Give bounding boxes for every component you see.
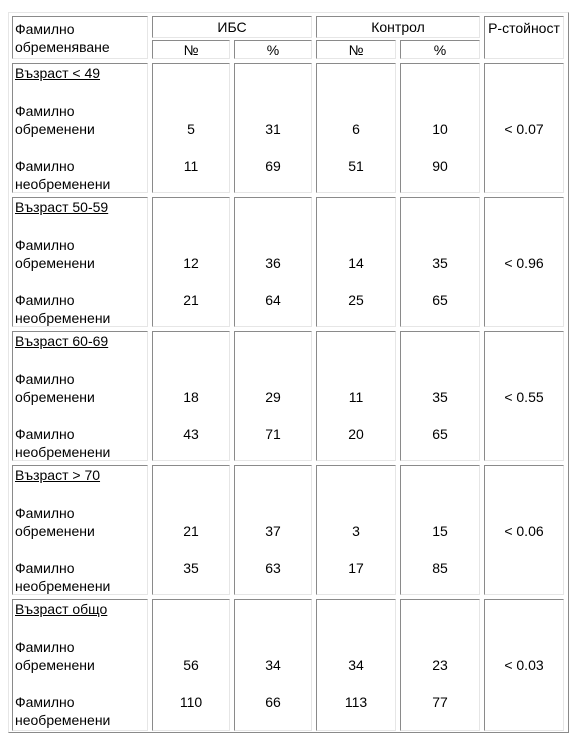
p-value-header: P-стойност [488, 20, 560, 36]
unburdened-label: Фамилно необременени [15, 694, 111, 728]
p-value: < 0.55 [504, 389, 544, 405]
ibs-percent-burdened: 36 [265, 255, 281, 271]
ibs-count-burdened: 5 [187, 121, 195, 137]
age-group-title: Възраст общо [15, 601, 108, 617]
ibs-count-unburdened: 11 [183, 158, 199, 174]
ibs-count-burdened: 56 [183, 657, 199, 673]
ibs-percent-burdened: 34 [265, 657, 281, 673]
ibs-count-burdened: 18 [183, 389, 199, 405]
control-header: Контрол [371, 19, 425, 35]
control-count-burdened: 11 [348, 389, 364, 405]
ibs-count-unburdened: 110 [179, 694, 203, 710]
ibs-count-burdened: 21 [183, 523, 199, 539]
control-percent-unburdened: 65 [432, 292, 448, 308]
age-group-title: Възраст 60-69 [15, 333, 109, 349]
burdened-label: Фамилно обременени [15, 237, 95, 271]
ibs-percent-unburdened: 63 [265, 560, 281, 576]
control-percent-header: % [433, 42, 447, 58]
ibs-count-burdened: 12 [183, 255, 199, 271]
ibs-header: ИБС [217, 19, 247, 35]
burdened-label: Фамилно обременени [15, 639, 95, 673]
control-count-unburdened: 17 [348, 560, 364, 576]
ibs-count-unburdened: 21 [183, 292, 199, 308]
control-percent-unburdened: 85 [432, 560, 448, 576]
control-count-unburdened: 20 [348, 426, 364, 442]
control-percent-burdened: 35 [432, 389, 448, 405]
ibs-number-header: № [183, 42, 199, 58]
ibs-count-unburdened: 43 [183, 426, 199, 442]
burdened-label: Фамилно обременени [15, 103, 95, 137]
control-count-unburdened: 51 [348, 158, 364, 174]
ibs-percent-header: % [266, 42, 280, 58]
ibs-percent-burdened: 31 [265, 121, 281, 137]
p-value: < 0.03 [504, 657, 544, 673]
burdened-label: Фамилно обременени [15, 505, 95, 539]
control-percent-unburdened: 90 [432, 158, 448, 174]
control-percent-burdened: 35 [432, 255, 448, 271]
p-value: < 0.06 [504, 523, 544, 539]
ibs-percent-unburdened: 64 [265, 292, 281, 308]
control-count-burdened: 6 [352, 121, 360, 137]
control-count-burdened: 3 [352, 523, 360, 539]
age-group-title: Възраст > 70 [15, 467, 101, 483]
control-percent-unburdened: 77 [432, 694, 448, 710]
unburdened-label: Фамилно необременени [15, 426, 111, 460]
age-group-title: Възраст 50-59 [15, 199, 109, 215]
unburdened-label: Фамилно необременени [15, 292, 111, 326]
p-value: < 0.07 [504, 121, 544, 137]
age-group-title: Възраст < 49 [15, 65, 101, 81]
ibs-percent-burdened: 29 [265, 389, 281, 405]
control-percent-burdened: 23 [432, 657, 448, 673]
control-percent-unburdened: 65 [432, 426, 448, 442]
control-count-burdened: 34 [348, 657, 364, 673]
family-column-header: Фамилно обременяване [15, 21, 110, 55]
unburdened-label: Фамилно необременени [15, 158, 111, 192]
p-value: < 0.96 [504, 255, 544, 271]
ibs-count-unburdened: 35 [183, 560, 199, 576]
ibs-percent-unburdened: 66 [265, 694, 281, 710]
control-percent-burdened: 15 [432, 523, 448, 539]
control-number-header: № [348, 42, 364, 58]
unburdened-label: Фамилно необременени [15, 560, 111, 594]
ibs-percent-unburdened: 71 [265, 426, 281, 442]
ibs-percent-unburdened: 69 [265, 158, 281, 174]
burdened-label: Фамилно обременени [15, 371, 95, 405]
control-count-unburdened: 113 [344, 694, 368, 710]
control-percent-burdened: 10 [432, 121, 448, 137]
ibs-percent-burdened: 37 [265, 523, 281, 539]
control-count-burdened: 14 [348, 255, 364, 271]
control-count-unburdened: 25 [348, 292, 364, 308]
